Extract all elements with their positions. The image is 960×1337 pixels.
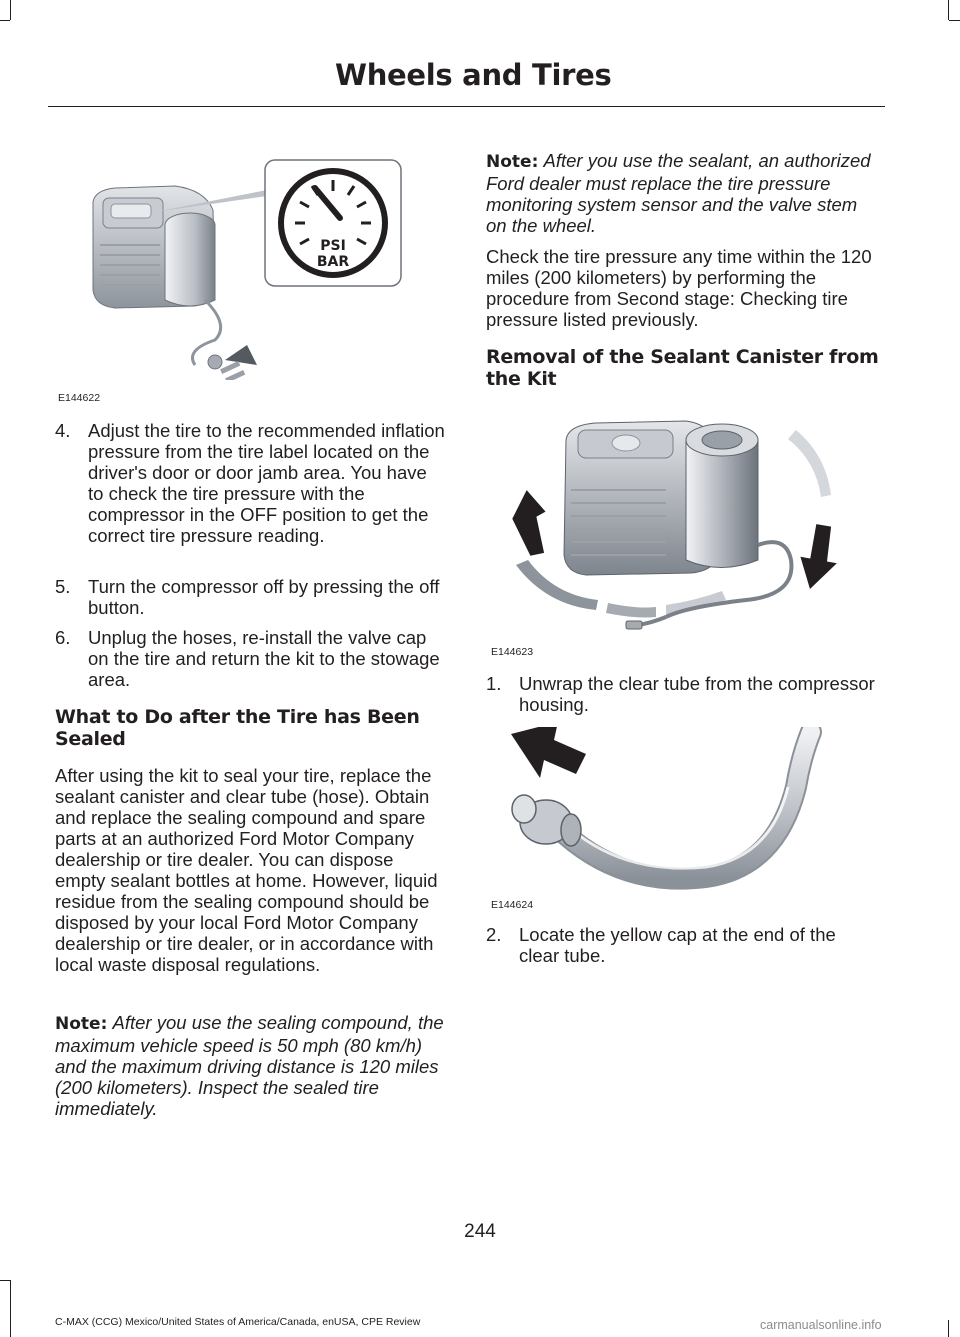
canister-removal-figure xyxy=(486,395,880,660)
list-item xyxy=(55,576,447,618)
figure-code: E144622 xyxy=(58,392,101,404)
crop-mark xyxy=(0,1280,10,1281)
note-text: After you use the sealant, an authorized Ford dealer must replace the tire pressure monitoring system sensor and the valve stem on the wheel. xyxy=(486,150,871,236)
crop-mark xyxy=(948,0,949,20)
section-heading: Removal of the Sealant Canister from the Kit xyxy=(486,346,879,390)
list-item xyxy=(55,420,447,546)
step-number: 5. xyxy=(55,576,71,597)
step-number: 4. xyxy=(55,420,71,441)
list-item xyxy=(486,924,880,966)
step-text: Turn the compressor off by pressing the off button. xyxy=(88,576,440,618)
body-paragraph: Check the tire pressure any time within the 120 miles (200 kilometers) by performing the procedure from Second stage: Checking tire pressure listed previously. xyxy=(486,246,872,330)
note-paragraph xyxy=(55,1012,447,1119)
note-label: Note: xyxy=(486,152,539,172)
crop-mark xyxy=(10,1280,11,1337)
step-text: Unwrap the clear tube from the compressor housing. xyxy=(519,673,875,715)
section-heading: What to Do after the Tire has Been Sealed xyxy=(55,706,420,750)
list-item xyxy=(55,627,447,690)
list-item xyxy=(486,673,880,715)
step-number: 6. xyxy=(55,627,71,648)
crop-mark xyxy=(948,1320,949,1337)
note-label: Note: xyxy=(55,1014,108,1034)
watermark: carmanualsonline.info xyxy=(760,1318,882,1332)
gauge-bar-label: BAR xyxy=(316,254,350,270)
step-number: 1. xyxy=(486,673,502,694)
figure-code: E144624 xyxy=(491,899,534,911)
canister-illustration xyxy=(486,395,880,660)
page-title: Wheels and Tires xyxy=(335,58,612,92)
step-text: Locate the yellow cap at the end of the clear tube. xyxy=(519,924,836,966)
crop-mark xyxy=(10,0,11,20)
compressor-illustration xyxy=(55,150,415,380)
tube-illustration xyxy=(486,727,880,917)
step-number: 2. xyxy=(486,924,502,945)
figure-code: E144623 xyxy=(491,646,534,658)
body-paragraph: After using the kit to seal your tire, replace the sealant canister and clear tube (hose). Obtain and replace the sealing compound and spare parts at an authorized Ford Motor Company dealership or tire dealer. You can dispose empty sealant bottles at home. However, liquid residue from the sealing compound should be disposed by your local Ford Motor Company dealership or tire dealer, or in accordance with local waste disposal regulations. xyxy=(55,765,438,975)
step-text: Unplug the hoses, re-install the valve cap on the tire and return the kit to the stowage area. xyxy=(88,627,440,690)
note-text: After you use the sealing compound, the maximum vehicle speed is 50 mph (80 km/h) and the maximum driving distance is 120 miles (200 kilometers). Inspect the sealed tire immediately. xyxy=(55,1012,444,1119)
header-divider xyxy=(48,106,885,107)
page-number: 244 xyxy=(464,1221,496,1242)
gauge-psi-label: PSI xyxy=(320,238,346,254)
clear-tube-figure xyxy=(486,727,880,917)
compressor-gauge-figure xyxy=(55,150,415,404)
crop-mark xyxy=(0,20,10,21)
note-paragraph xyxy=(486,150,880,236)
page-footer: C-MAX (CCG) Mexico/United States of America/Canada, enUSA, CPE Review xyxy=(55,1316,421,1328)
crop-mark xyxy=(949,20,960,21)
step-text: Adjust the tire to the recommended inflation pressure from the tire label located on the driver's door or door jamb area. You have to check the tire pressure with the compressor in the OFF position to get the correct tire pressure reading. xyxy=(88,420,445,546)
